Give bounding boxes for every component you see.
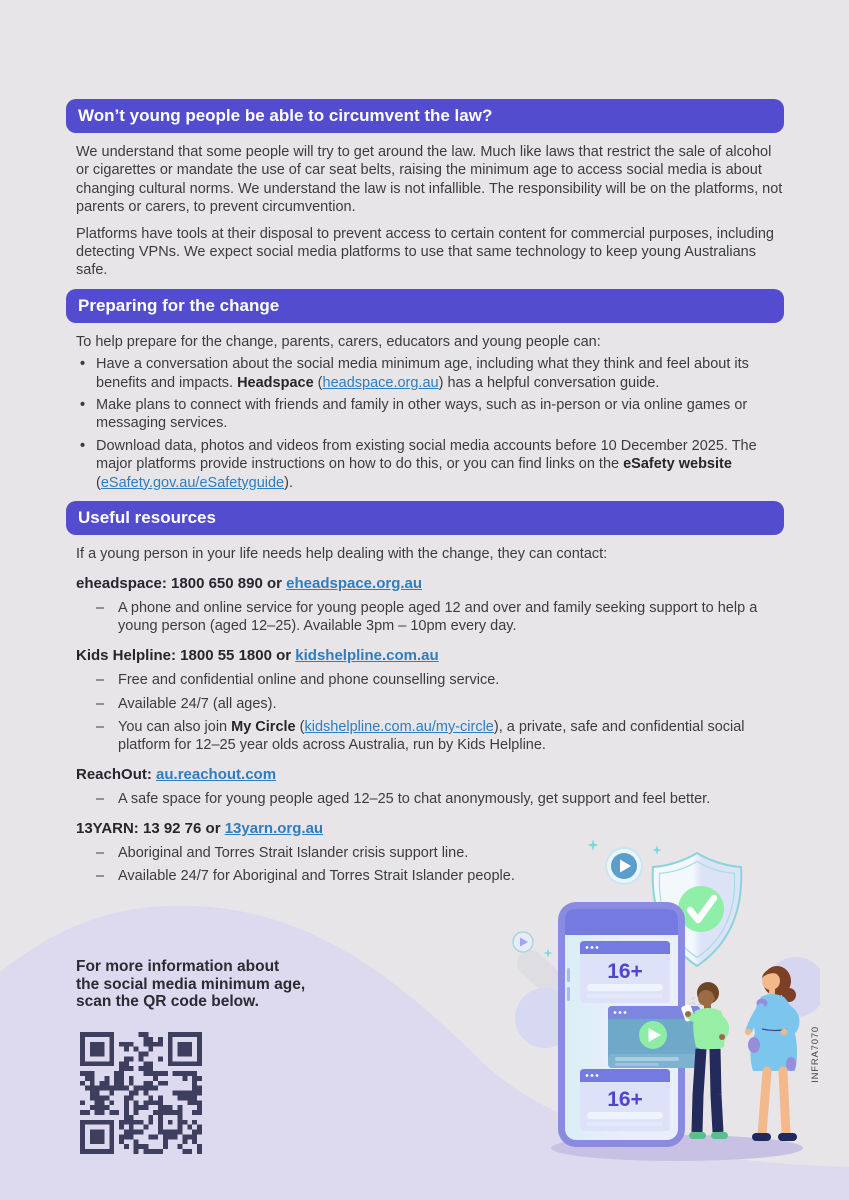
sparkle-icon	[544, 949, 553, 958]
play-button-icon	[606, 848, 642, 884]
list-item-text: Make plans to connect with friends and family in other ways, such as in-person or via online games or messaging services.	[96, 397, 748, 432]
list-item	[80, 355, 784, 392]
list-item	[80, 396, 784, 433]
qr-caption-line: the social media minimum age,	[76, 975, 306, 993]
dash-marker: –	[96, 868, 105, 885]
sparkle-icon	[587, 839, 598, 850]
qr-caption	[76, 958, 305, 1011]
dash-marker: –	[96, 599, 105, 616]
resource-reachout-heading	[66, 766, 784, 784]
paragraph-circumvent-2: Platforms have tools at their disposal to prevent access to certain content for commercial purposes, including detecting VPNs. We expect social media platforms to use that same technology to keep young Australians safe.	[76, 225, 774, 279]
preparing-bullet-list	[66, 355, 784, 492]
dash-marker: –	[96, 791, 105, 808]
app-card-16plus	[580, 941, 670, 1003]
app-card-16plus	[580, 1069, 670, 1131]
link-headspace[interactable]: headspace.org.au	[322, 374, 439, 391]
phone-illustration	[558, 902, 700, 1147]
list-item-text: You can also join My Circle (kidshelpline.com.au/my-circle), a private, safe and confidential social platform for 12–25 year olds across Australia, run by Kids Helpline.	[118, 718, 745, 754]
paragraph-circumvent-1: We understand that some people will try to get around the law. Much like laws that restrict the sale of alcohol or cigarettes or mandate the use of car seat belts, raising the minimum age to access social media is about changing cultural norms. We understand the law is not infallible. The responsibility will be on the platforms, not parents or carers, to prevent circumvention.	[76, 144, 783, 216]
resource-kids-helpline-heading	[66, 647, 784, 665]
list-item	[96, 599, 784, 636]
resource-kids-helpline-points	[66, 671, 784, 755]
dash-marker: –	[96, 695, 105, 712]
resource-eheadspace-heading	[66, 575, 784, 593]
qr-caption-line: For more information about	[76, 958, 280, 975]
list-item-text: A phone and online service for young people aged 12 and over and family seeking support to help a young person (aged 12–25). Available 3pm – 10pm every day.	[118, 599, 758, 635]
section-heading-circumvent: Won’t young people be able to circumvent the law?	[66, 99, 784, 133]
link-my-circle[interactable]: kidshelpline.com.au/my-circle	[304, 718, 494, 735]
link-esafety-guide[interactable]: eSafety.gov.au/eSafetyguide	[100, 474, 285, 491]
list-item	[96, 718, 784, 755]
small-play-icon	[513, 932, 533, 952]
list-item-text: Download data, photos and videos from existing social media accounts before 10 December 2025. The major platforms provide instructions on how to do this, or you can find links on the eSafety website (eSafety.gov.au/eSafetyguide).	[96, 437, 757, 491]
woman-figure	[745, 966, 797, 1141]
list-item	[96, 671, 784, 689]
link-kidshelpline[interactable]: kidshelpline.com.au	[295, 646, 439, 664]
list-item-text: Aboriginal and Torres Strait Islander crisis support line.	[118, 844, 469, 861]
main-content	[66, 99, 784, 891]
age-restriction-label: 16+	[607, 1088, 643, 1111]
list-item-text: A safe space for young people aged 12–25 to chat anonymously, get support and feel better.	[118, 791, 711, 808]
bullet-marker: •	[80, 437, 86, 454]
document-code: INFRA7070	[810, 1026, 821, 1083]
age-restriction-label: 16+	[607, 960, 643, 983]
resource-eheadspace-points	[66, 599, 784, 636]
bullet-marker: •	[80, 397, 86, 414]
link-reachout[interactable]: au.reachout.com	[156, 765, 277, 783]
resource-label: eheadspace: 1800 650 890 or	[76, 574, 287, 592]
qr-caption-line: scan the QR code below.	[76, 993, 259, 1011]
list-item-text: Available 24/7 (all ages).	[118, 695, 277, 712]
qr-code	[76, 1032, 206, 1154]
resource-reachout-points	[66, 790, 784, 808]
resource-label: 13YARN: 13 92 76 or	[76, 819, 225, 837]
list-item-text: Available 24/7 for Aboriginal and Torres Strait Islander people.	[118, 868, 515, 885]
resources-intro: If a young person in your life needs help dealing with the change, they can contact:	[76, 546, 608, 563]
section-heading-preparing: Preparing for the change	[66, 289, 784, 323]
list-item-text: Have a conversation about the social media minimum age, including what they think and feel about its benefits and impacts. Headspace (headspace.org.au) has a helpful conversation guide.	[96, 356, 749, 391]
dash-marker: –	[96, 718, 105, 735]
section-heading-resources: Useful resources	[66, 501, 784, 535]
link-13yarn[interactable]: 13yarn.org.au	[224, 819, 324, 837]
list-item	[80, 437, 784, 492]
dash-marker: –	[96, 672, 105, 689]
dash-marker: –	[96, 844, 105, 861]
resource-label: Kids Helpline: 1800 55 1800 or	[76, 646, 296, 664]
video-play-icon	[639, 1021, 667, 1049]
resource-label: ReachOut:	[76, 765, 157, 783]
link-eheadspace[interactable]: eheadspace.org.au	[286, 574, 423, 592]
list-item-text: Free and confidential online and phone counselling service.	[118, 672, 500, 689]
sparkle-icon	[652, 845, 662, 855]
bullet-marker: •	[80, 356, 86, 373]
list-item	[96, 790, 784, 808]
preparing-intro: To help prepare for the change, parents, carers, educators and young people can:	[76, 333, 601, 350]
list-item	[96, 695, 784, 713]
phone-safety-illustration	[490, 835, 820, 1195]
